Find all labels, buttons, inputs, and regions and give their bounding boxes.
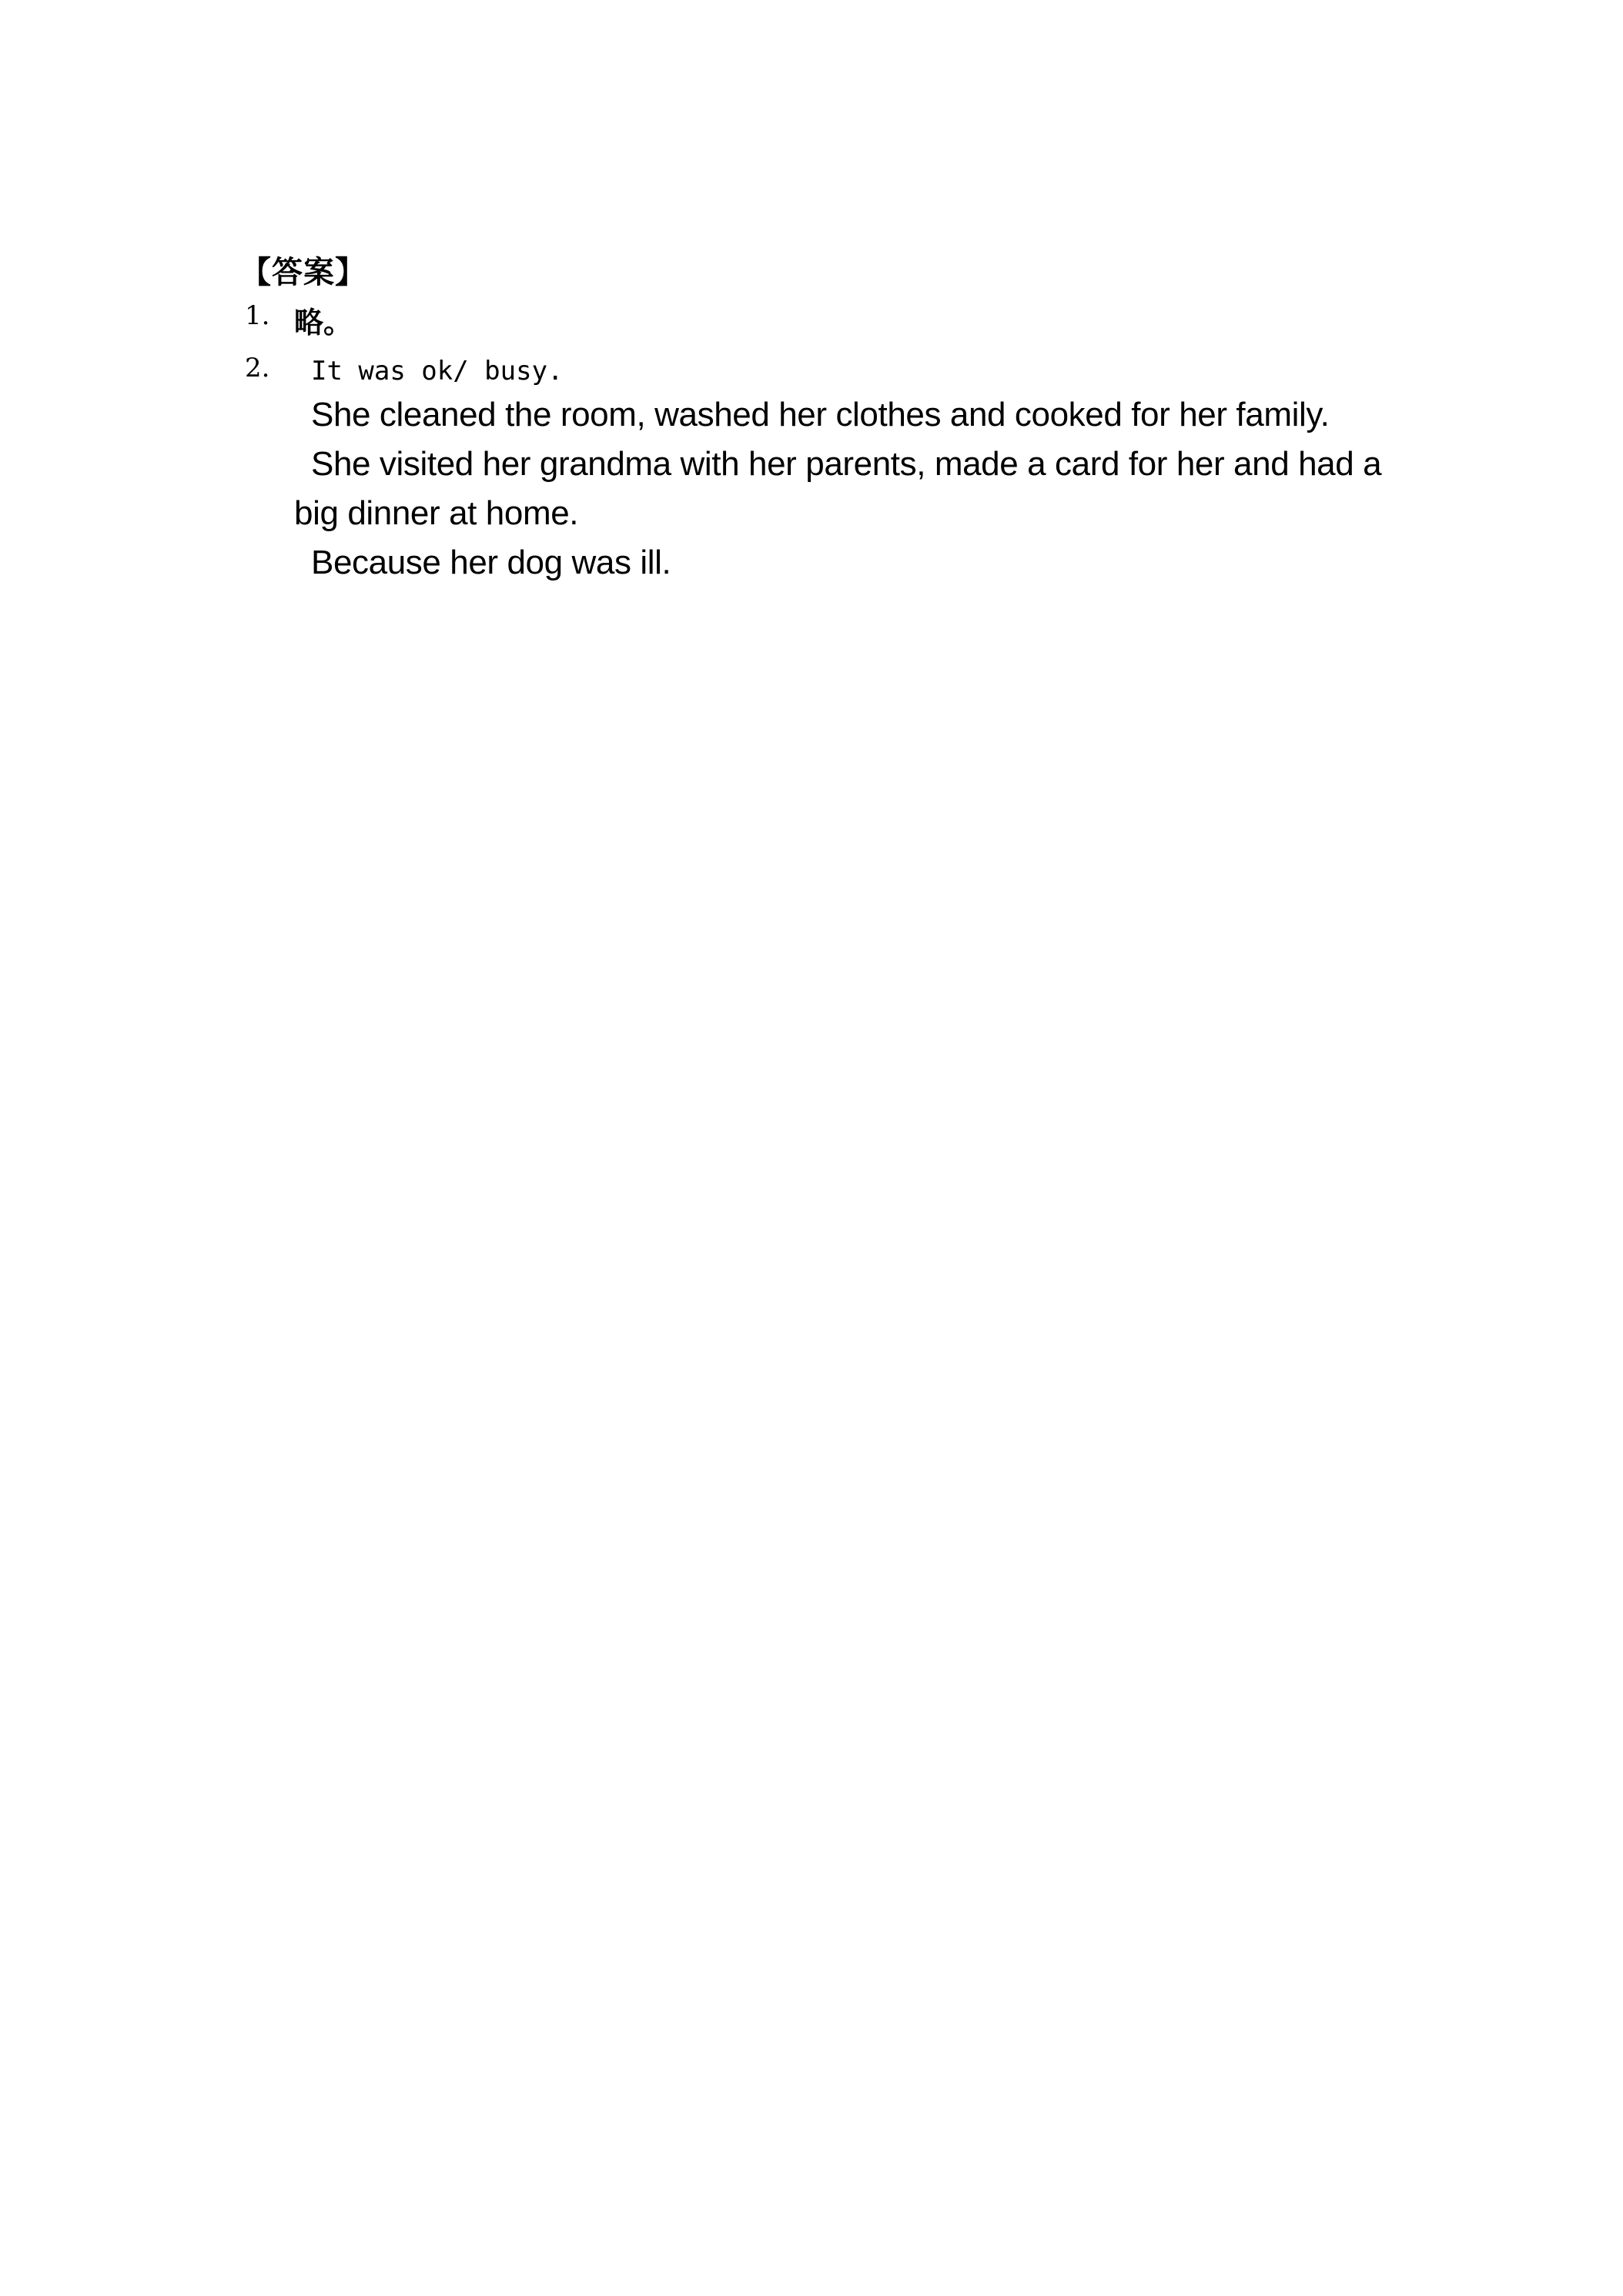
item-2-number: 2. [245,353,270,383]
answer-line-2-continued: big dinner at home. [294,494,579,532]
answer-line-3: Because her dog was ill. [311,544,671,581]
answer-heading: 【答案】 [240,255,366,290]
item-1-text: 略。 [294,306,353,340]
answer-line-2: She visited her grandma with her parents, made a card for her and had a [311,445,1382,483]
item-1-number: 1. [245,300,270,331]
item-2-text: It was ok/ busy. [311,356,564,387]
answer-line-1: She cleaned the room, washed her clothes and cooked for her family. [311,396,1330,433]
